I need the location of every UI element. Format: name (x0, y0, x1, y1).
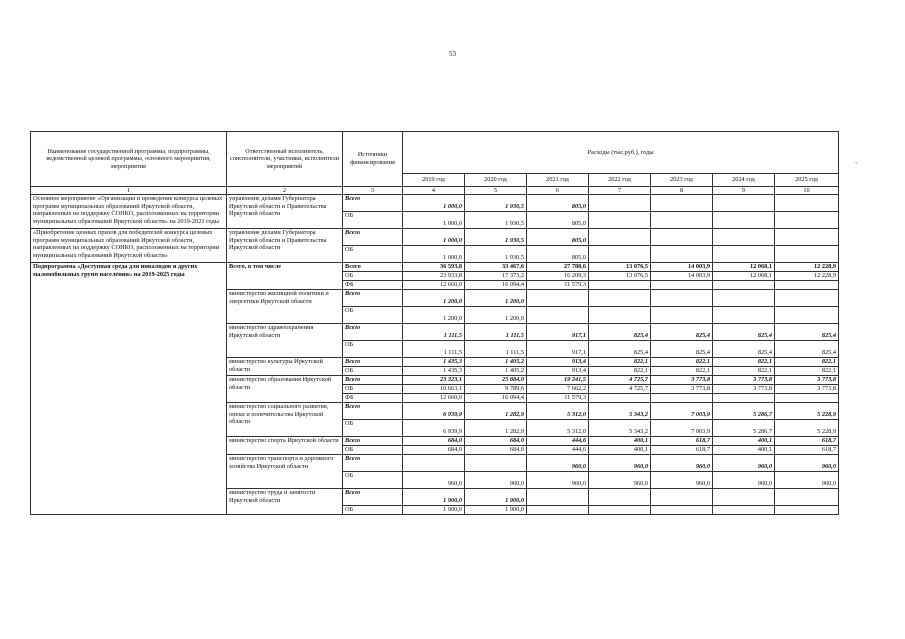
expense-value: 1 282,9 (465, 420, 527, 437)
expense-value: 825,4 (651, 324, 713, 341)
table-row (31, 229, 839, 246)
expense-value: 805,0 (527, 212, 589, 229)
column-number: 9 (713, 187, 775, 195)
expense-value: 825,4 (651, 341, 713, 358)
expense-value: 5 286,7 (713, 403, 775, 420)
expense-value: 917,1 (527, 341, 589, 358)
expense-value (713, 229, 775, 246)
expense-value (775, 195, 839, 212)
expense-value: 1 900,0 (403, 489, 465, 506)
expense-value: 913,4 (527, 367, 589, 376)
expense-value: 19 241,5 (527, 376, 589, 385)
expense-value (527, 489, 589, 506)
expense-value: 917,1 (527, 324, 589, 341)
page-number: 53 (449, 50, 456, 58)
expense-value: 9 789,6 (465, 385, 527, 394)
expense-value (589, 290, 651, 307)
expense-value: 960,0 (403, 472, 465, 489)
expense-value: 3 773,8 (775, 376, 839, 385)
executor-name: министерство культуры Иркутской области (227, 358, 343, 376)
expense-value: 1 200,0 (465, 307, 527, 324)
expense-value (713, 489, 775, 506)
header-sources: Источники финансирования (343, 132, 403, 187)
expense-value: 33 467,6 (465, 263, 527, 272)
expense-value (775, 489, 839, 506)
expense-value: 1 111,5 (403, 341, 465, 358)
expense-value: 825,4 (775, 341, 839, 358)
expense-value (651, 281, 713, 290)
expense-value: 960,0 (713, 472, 775, 489)
expense-value (589, 394, 651, 403)
column-number: 7 (589, 187, 651, 195)
column-number: 2 (227, 187, 343, 195)
expense-value: 825,4 (589, 324, 651, 341)
expense-value (651, 394, 713, 403)
expense-value: 825,4 (589, 341, 651, 358)
expense-value: 1 900,0 (465, 506, 527, 515)
expense-value: 23 323,1 (403, 376, 465, 385)
expense-value (465, 455, 527, 472)
expense-value (775, 212, 839, 229)
expense-value: 960,0 (775, 472, 839, 489)
funding-source: Всего (343, 263, 403, 272)
budget-table (30, 131, 839, 515)
executor-name: министерство образования Иркутской области (227, 376, 343, 403)
expense-value (713, 212, 775, 229)
expense-value: 12 068,1 (713, 263, 775, 272)
expense-value: 1 282,9 (465, 403, 527, 420)
expense-value: 1 930,5 (465, 212, 527, 229)
executor-name: министерство социального развития, опеки и попечительства Иркутской области (227, 403, 343, 437)
expense-value: 960,0 (589, 472, 651, 489)
expense-value: 1 930,5 (465, 246, 527, 263)
expense-value: 960,0 (589, 455, 651, 472)
margin-mark: - (855, 158, 858, 167)
funding-source: Всего (343, 403, 403, 420)
funding-source: Всего (343, 455, 403, 472)
column-number: 1 (31, 187, 227, 195)
expense-value: 1 405,2 (465, 358, 527, 367)
program-name: «Приобретение ценных призов для победителей конкурса целевых программ муниципальных образований Иркутской области, направленных на поддержку СОНКО, расположенных на территории муниципальных образований Иркутской области» (31, 229, 227, 263)
expense-value: 5 228,9 (775, 420, 839, 437)
column-number: 8 (651, 187, 713, 195)
funding-source: ОБ (343, 385, 403, 394)
expense-value (651, 290, 713, 307)
expense-value (589, 506, 651, 515)
expense-value: 23 933,8 (403, 272, 465, 281)
column-number: 4 (403, 187, 465, 195)
expense-value: 684,0 (465, 437, 527, 446)
expense-value: 12 068,1 (713, 272, 775, 281)
header-year: 2024 год (713, 174, 775, 187)
funding-source: ОБ (343, 472, 403, 489)
expense-value: 618,7 (651, 446, 713, 455)
header-expenses: Расходы (тыс.руб.), годы (403, 132, 839, 174)
expense-value: 7 003,9 (651, 403, 713, 420)
expense-value: 5 286,7 (713, 420, 775, 437)
expense-value: 822,1 (651, 358, 713, 367)
expense-value (589, 489, 651, 506)
expense-value: 7 003,9 (651, 420, 713, 437)
expense-value (589, 246, 651, 263)
expense-value: 16 209,3 (527, 272, 589, 281)
expense-value (775, 281, 839, 290)
funding-source: ОБ (343, 446, 403, 455)
expense-value: 805,0 (527, 246, 589, 263)
executor-name: управление делами Губернатора Иркутской области и Правительства Иркутской области (227, 229, 343, 263)
expense-value: 27 788,6 (527, 263, 589, 272)
expense-value: 960,0 (465, 472, 527, 489)
expense-value: 12 660,0 (403, 394, 465, 403)
expense-value (527, 307, 589, 324)
expense-value: 960,0 (651, 455, 713, 472)
header-executor: Ответственный исполнитель, соисполнители, участники, исполнители мероприятий (227, 132, 343, 187)
expense-value: 1 930,5 (465, 195, 527, 212)
expense-value (589, 212, 651, 229)
expense-value: 36 593,8 (403, 263, 465, 272)
expense-value (651, 246, 713, 263)
funding-source: Всего (343, 229, 403, 246)
expense-value (713, 290, 775, 307)
expense-value: 3 773,8 (651, 376, 713, 385)
expense-value (775, 394, 839, 403)
expense-value: 5 312,0 (527, 403, 589, 420)
expense-value: 14 003,9 (651, 272, 713, 281)
expense-value: 13 076,5 (589, 263, 651, 272)
expense-value (527, 506, 589, 515)
expense-value: 5 312,0 (527, 420, 589, 437)
expense-value: 5 343,2 (589, 403, 651, 420)
expense-value: 1 000,0 (403, 212, 465, 229)
expense-value: 11 579,3 (527, 281, 589, 290)
program-name: Подпрограмма «Доступная среда для инвалидов и других маломобильных групп населения» на 2019-2025 годы (31, 263, 227, 515)
expense-value: 684,0 (465, 446, 527, 455)
funding-source: ОБ (343, 341, 403, 358)
expense-value: 11 579,3 (527, 394, 589, 403)
expense-value: 400,1 (713, 446, 775, 455)
header-year: 2019 год (403, 174, 465, 187)
expense-value: 822,1 (651, 367, 713, 376)
expense-value (775, 290, 839, 307)
funding-source: Всего (343, 195, 403, 212)
expense-value: 16 094,4 (465, 394, 527, 403)
expense-value: 12 228,9 (775, 272, 839, 281)
expense-value (403, 455, 465, 472)
expense-value: 684,0 (403, 437, 465, 446)
column-number: 6 (527, 187, 589, 195)
expense-value: 1 435,3 (403, 367, 465, 376)
expense-value: 822,1 (589, 367, 651, 376)
expense-value: 1 000,0 (403, 195, 465, 212)
expense-value (713, 394, 775, 403)
expense-value: 1 000,0 (403, 246, 465, 263)
expense-value: 1 405,2 (465, 367, 527, 376)
expense-value (713, 246, 775, 263)
expense-value (775, 229, 839, 246)
expense-value: 12 228,9 (775, 263, 839, 272)
expense-value (527, 290, 589, 307)
expense-value (775, 307, 839, 324)
expense-value: 825,4 (713, 324, 775, 341)
expense-value (775, 246, 839, 263)
funding-source: ОБ (343, 212, 403, 229)
funding-source: ОБ (343, 307, 403, 324)
expense-value: 618,7 (651, 437, 713, 446)
funding-source: Всего (343, 489, 403, 506)
expense-value: 825,4 (775, 324, 839, 341)
funding-source: ОБ (343, 420, 403, 437)
executor-name: министерство жилищной политики и энергетики Иркутской области (227, 290, 343, 324)
expense-value (651, 195, 713, 212)
expense-value: 3 773,8 (651, 385, 713, 394)
header-year: 2022 год (589, 174, 651, 187)
expense-value: 822,1 (589, 358, 651, 367)
header-year: 2023 год (651, 174, 713, 187)
program-name: Основное мероприятие «Организация и проведение конкурса целевых программ муниципальных образований Иркутской области, направленных на поддержку СОНКО, расположенных на территории муниципальных образований Иркутской области» на 2019-2021 годы (31, 195, 227, 229)
expense-value: 1 000,0 (403, 229, 465, 246)
expense-value: 6 939,9 (403, 403, 465, 420)
header-year: 2021 год (527, 174, 589, 187)
funding-source: Всего (343, 358, 403, 367)
expense-value (589, 229, 651, 246)
expense-value (651, 229, 713, 246)
expense-value: 913,4 (527, 358, 589, 367)
executor-name: управление делами Губернатора Иркутской области и Правительства Иркутской области (227, 195, 343, 229)
expense-value: 1 111,5 (465, 324, 527, 341)
table-row (31, 263, 839, 272)
expense-value: 825,4 (713, 341, 775, 358)
expense-value: 5 343,2 (589, 420, 651, 437)
funding-source: ОБ (343, 272, 403, 281)
expense-value: 3 773,8 (775, 385, 839, 394)
expense-value (713, 506, 775, 515)
expense-value: 444,6 (527, 437, 589, 446)
funding-source: ОБ (343, 246, 403, 263)
expense-value: 3 773,8 (713, 376, 775, 385)
expense-value: 444,6 (527, 446, 589, 455)
funding-source: ФБ (343, 281, 403, 290)
expense-value: 684,0 (403, 446, 465, 455)
expense-value (713, 307, 775, 324)
column-number: 10 (775, 187, 839, 195)
expense-value: 960,0 (713, 455, 775, 472)
expense-value: 16 094,4 (465, 281, 527, 290)
expense-value (713, 281, 775, 290)
expense-value: 1 111,5 (465, 341, 527, 358)
expense-value: 5 228,9 (775, 403, 839, 420)
expense-value: 1 200,0 (403, 307, 465, 324)
expense-value (651, 307, 713, 324)
column-number: 5 (465, 187, 527, 195)
expense-value (775, 506, 839, 515)
expense-value: 805,0 (527, 195, 589, 212)
expense-value (651, 212, 713, 229)
expense-value: 960,0 (775, 455, 839, 472)
expense-value: 805,0 (527, 229, 589, 246)
expense-value: 1 900,0 (465, 489, 527, 506)
expense-value: 822,1 (775, 358, 839, 367)
expense-value: 960,0 (527, 472, 589, 489)
expense-value (713, 195, 775, 212)
expense-value: 3 773,8 (713, 385, 775, 394)
expense-value: 4 725,7 (589, 376, 651, 385)
funding-source: Всего (343, 290, 403, 307)
expense-value (651, 489, 713, 506)
funding-source: ОБ (343, 506, 403, 515)
funding-source: ФБ (343, 394, 403, 403)
expense-value: 618,7 (775, 446, 839, 455)
expense-value: 960,0 (651, 472, 713, 489)
expense-value: 400,1 (589, 446, 651, 455)
expense-value: 400,1 (713, 437, 775, 446)
expense-value: 17 373,2 (465, 272, 527, 281)
expense-value: 13 076,5 (589, 272, 651, 281)
header-year: 2020 год (465, 174, 527, 187)
funding-source: ОБ (343, 367, 403, 376)
expense-value: 822,1 (713, 367, 775, 376)
expense-value: 1 200,0 (403, 290, 465, 307)
executor-name: министерство спорта Иркутской области (227, 437, 343, 455)
expense-value: 400,1 (589, 437, 651, 446)
expense-value: 822,1 (713, 358, 775, 367)
table-body (31, 195, 839, 515)
expense-value (589, 281, 651, 290)
expense-value: 1 111,5 (403, 324, 465, 341)
expense-value: 25 884,0 (465, 376, 527, 385)
table-header (31, 132, 839, 195)
expense-value: 4 725,7 (589, 385, 651, 394)
expense-value (589, 195, 651, 212)
expense-value: 10 663,1 (403, 385, 465, 394)
expense-value: 1 200,0 (465, 290, 527, 307)
expense-value: 1 900,0 (403, 506, 465, 515)
funding-source: Всего (343, 376, 403, 385)
executor-name: Всего, в том числе (227, 263, 343, 290)
expense-value: 14 003,9 (651, 263, 713, 272)
expense-value: 618,7 (775, 437, 839, 446)
funding-source: Всего (343, 437, 403, 446)
expense-value (651, 506, 713, 515)
expense-value: 1 930,5 (465, 229, 527, 246)
expense-value: 7 662,2 (527, 385, 589, 394)
expense-value: 6 939,9 (403, 420, 465, 437)
column-number: 3 (343, 187, 403, 195)
executor-name: министерство труда и занятости Иркутской области (227, 489, 343, 515)
table-row (31, 195, 839, 212)
header-program: Наименование государственной программы, подпрограммы, ведомственной целевой программы, основного мероприятия, мероприятия (31, 132, 227, 187)
header-year: 2025 год (775, 174, 839, 187)
expense-value: 960,0 (527, 455, 589, 472)
executor-name: министерство здравоохранения Иркутской области (227, 324, 343, 358)
expense-value: 12 660,0 (403, 281, 465, 290)
funding-source: Всего (343, 324, 403, 341)
expense-value: 1 435,3 (403, 358, 465, 367)
executor-name: министерство транспорта и дорожного хозяйства Иркутской области (227, 455, 343, 489)
expense-value: 822,1 (775, 367, 839, 376)
expense-value (589, 307, 651, 324)
